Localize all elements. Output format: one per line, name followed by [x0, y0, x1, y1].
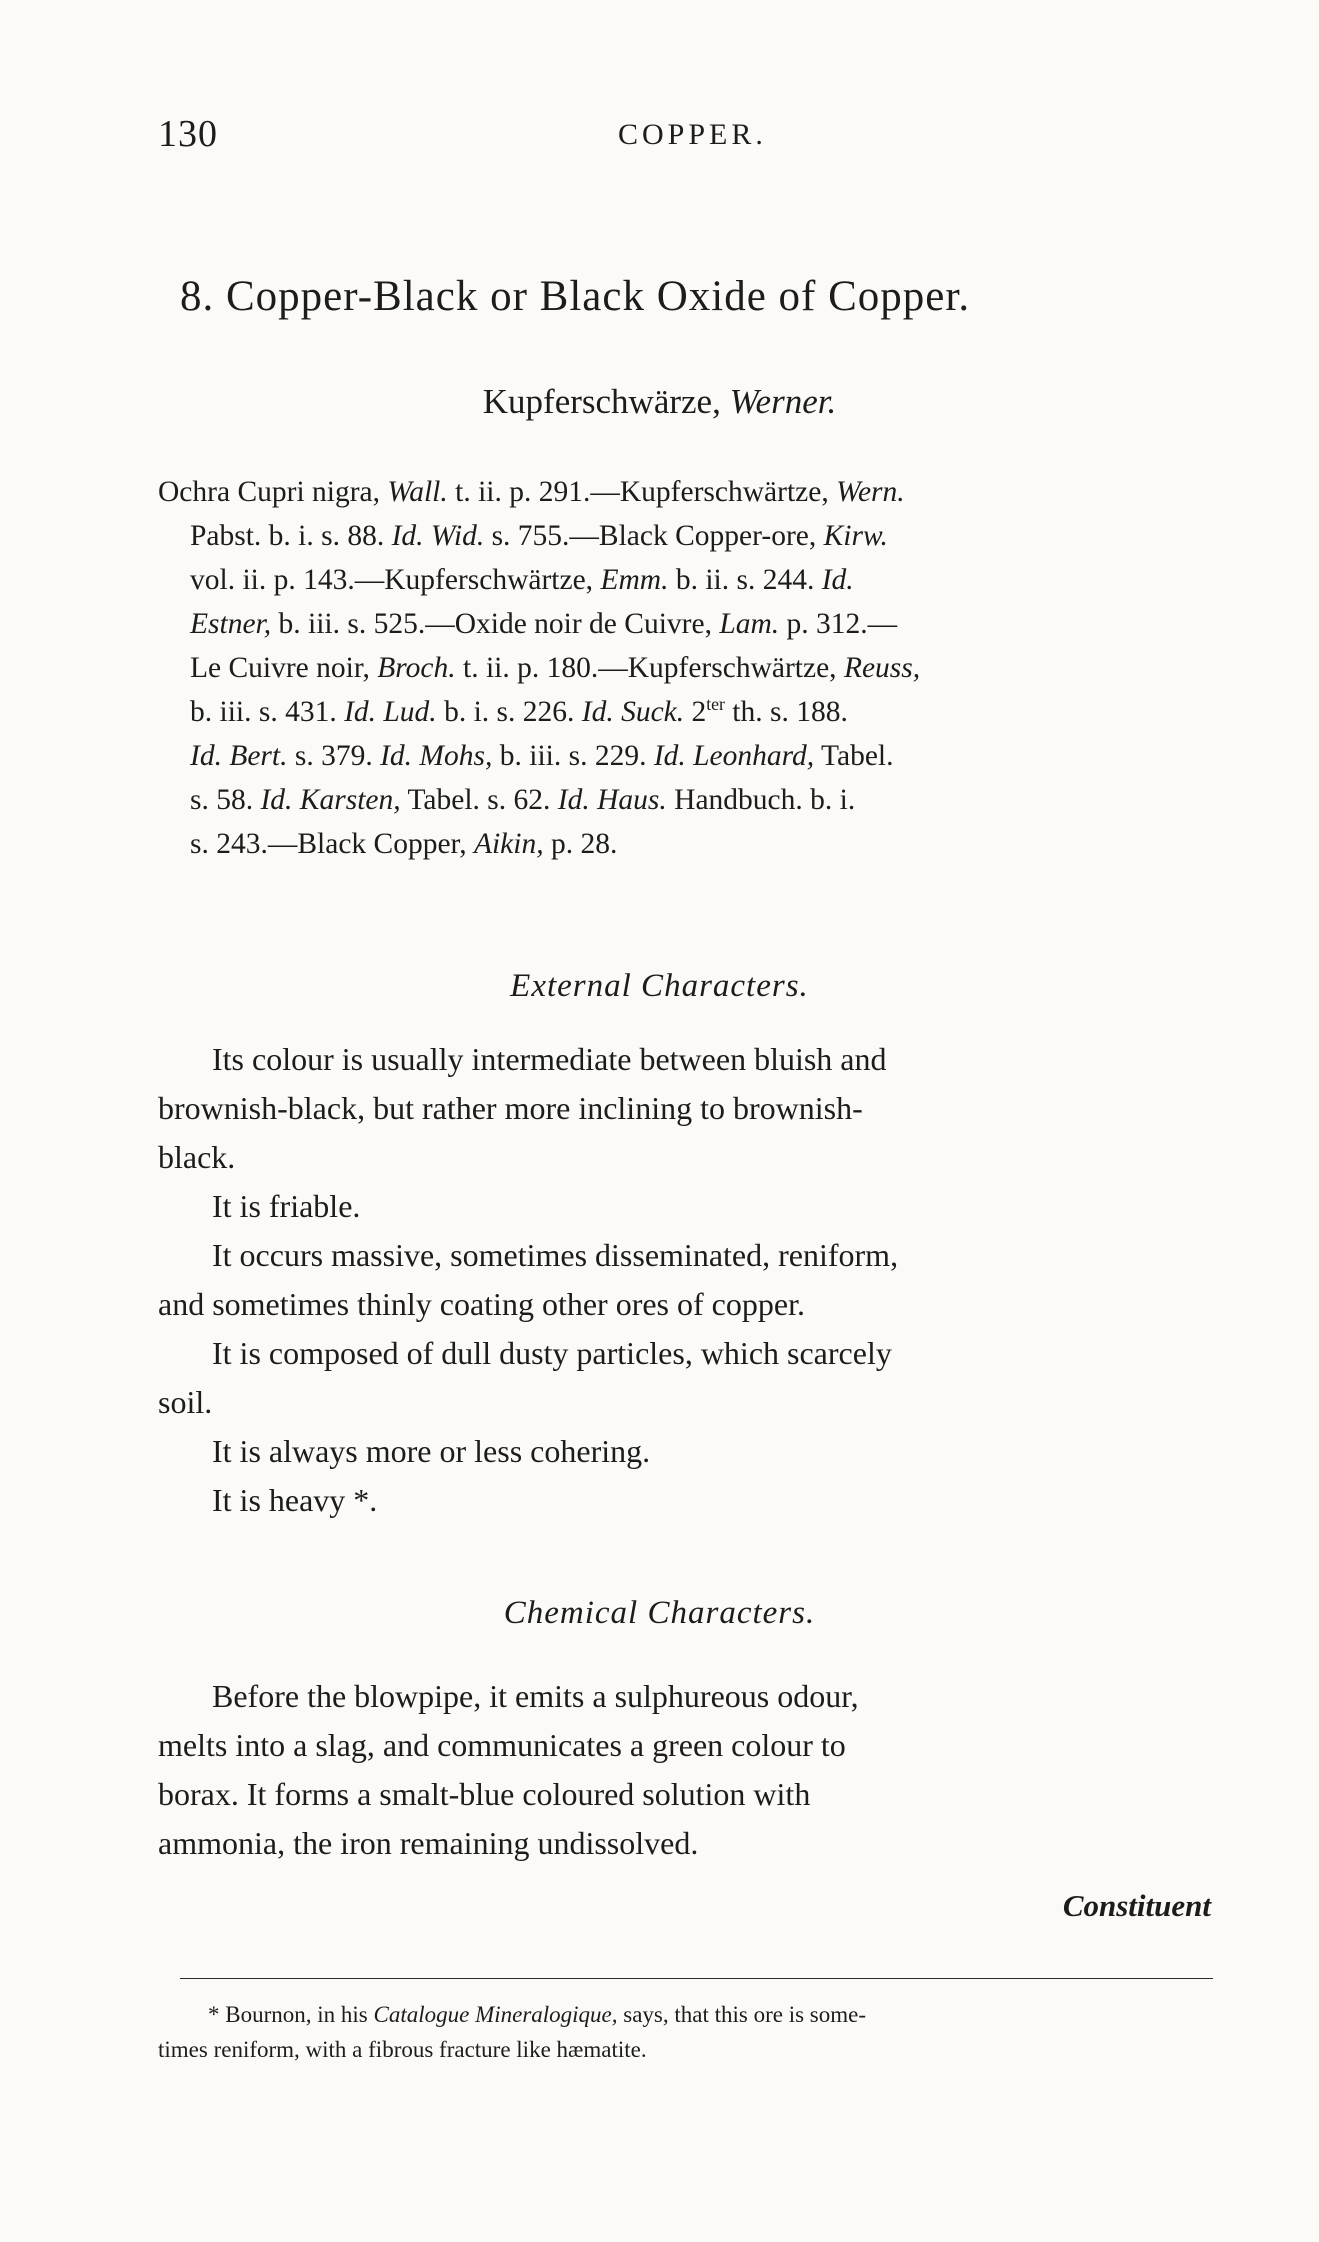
synonymy-line: Le Cuivre noir, Broch. t. ii. p. 180.—Kupferschwärtze, Reuss,: [190, 652, 921, 684]
footnote-rule: [180, 1978, 1213, 1979]
chemical-characters-heading: Chemical Characters.: [503, 1595, 816, 1631]
external-text-line: It is composed of dull dusty particles, which scarcely: [212, 1335, 892, 1371]
synonymy-line: Id. Bert. s. 379. Id. Mohs, b. iii. s. 229. Id. Leonhard, Tabel.: [190, 740, 894, 772]
chemical-text-line: ammonia, the iron remaining undissolved.: [158, 1825, 699, 1861]
external-characters-text: [158, 1035, 1213, 1525]
synonymy-line: b. iii. s. 431. Id. Lud. b. i. s. 226. Id. Suck. $2^{ter}$ th. s. 188.: [190, 694, 848, 728]
article-title: 8. Copper-Black or Black Oxide of Copper.: [180, 273, 971, 320]
synonymy-line: vol. ii. p. 143.—Kupferschwärtze, Emm. b. ii. s. 244. Id.: [190, 564, 854, 596]
external-text-line: It is friable.: [212, 1188, 361, 1224]
german-name-text: Kupferschwärze,: [482, 382, 721, 421]
synonymy-line: Pabst. b. i. s. 88. Id. Wid. s. 755.—Black Copper-ore, Kirw.: [190, 520, 888, 552]
page-number: 130: [158, 113, 218, 155]
german-name-author: Werner.: [729, 382, 837, 421]
chemical-text-line: melts into a slag, and communicates a green colour to: [158, 1727, 846, 1763]
external-text-line: soil.: [158, 1384, 213, 1420]
catchword: Constituent: [1062, 1888, 1211, 1923]
external-characters-heading: External Characters.: [510, 968, 809, 1004]
running-head: [158, 112, 1211, 162]
synonymy-line: Estner, b. iii. s. 525.—Oxide noir de Cuivre, Lam. p. 312.—: [190, 608, 898, 640]
external-text-line: brownish-black, but rather more inclining to brownish-: [158, 1090, 863, 1126]
synonymy-line: Ochra Cupri nigra, Wall. t. ii. p. 291.—Kupferschwärtze, Wern.: [158, 476, 905, 508]
external-text-line: It is heavy *.: [212, 1482, 378, 1518]
german-name: [0, 382, 1319, 422]
footnote: [158, 1997, 1213, 2067]
footnote-line: * Bournon, in his Catalogue Mineralogique, says, that this ore is some-: [208, 2002, 867, 2027]
running-title: COPPER.: [618, 118, 767, 151]
chemical-text-line: Before the blowpipe, it emits a sulphureous odour,: [212, 1678, 859, 1714]
footnote-line: times reniform, with a fibrous fracture like hæmatite.: [158, 2037, 647, 2062]
synonymy-line: s. 243.—Black Copper, Aikin, p. 28.: [190, 828, 618, 860]
external-text-line: and sometimes thinly coating other ores of copper.: [158, 1286, 805, 1322]
external-text-line: black.: [158, 1139, 236, 1175]
chemical-characters-text: [158, 1672, 1213, 1868]
synonymy-line: s. 58. Id. Karsten, Tabel. s. 62. Id. Haus. Handbuch. b. i.: [190, 784, 856, 816]
external-text-line: It is always more or less cohering.: [212, 1433, 651, 1469]
chemical-text-line: borax. It forms a smalt-blue coloured solution with: [158, 1776, 811, 1812]
external-text-line: It occurs massive, sometimes disseminated, reniform,: [212, 1237, 899, 1273]
external-text-line: Its colour is usually intermediate between bluish and: [212, 1041, 887, 1077]
synonymy-block: [158, 470, 1213, 866]
